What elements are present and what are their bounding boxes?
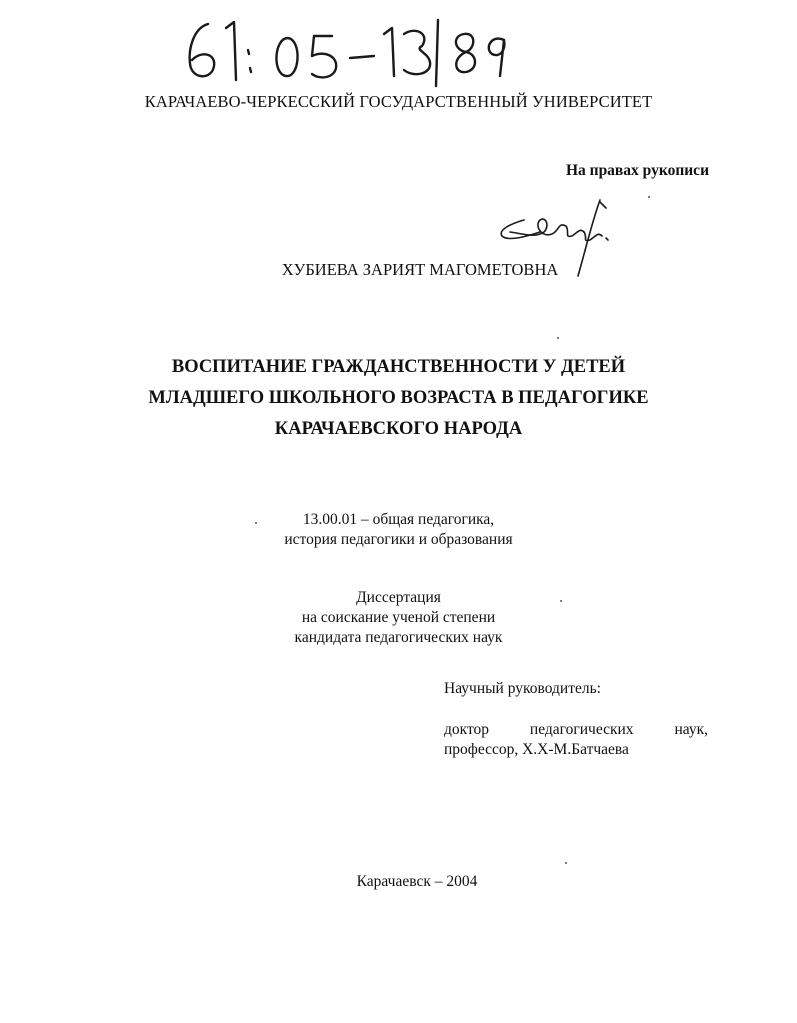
author-name: ХУБИЕВА ЗАРИЯТ МАГОМЕТОВНА <box>281 260 559 279</box>
title-line: КАРАЧАЕВСКОГО НАРОДА <box>274 419 523 439</box>
handwritten-catalog-code <box>178 14 518 90</box>
scan-speck <box>557 337 559 339</box>
title-line: МЛАДШЕГО ШКОЛЬНОГО ВОЗРАСТА В ПЕДАГОГИКЕ <box>148 388 649 408</box>
scan-speck <box>565 862 567 864</box>
advisor-label: Научный руководитель: <box>444 680 601 697</box>
scan-speck <box>255 522 257 524</box>
dissertation-line: кандидата педагогических наук <box>294 629 503 646</box>
specialty-line: история педагогики и образования <box>284 531 513 548</box>
university-name: КАРАЧАЕВО-ЧЕРКЕССКИЙ ГОСУДАРСТВЕННЫЙ УНИВЕРСИТЕТ <box>144 92 653 111</box>
advisor-degree: доктор педагогических наук, <box>444 721 708 738</box>
specialty-code <box>0 510 797 550</box>
scan-speck <box>560 600 562 602</box>
advisor-name: профессор, Х.Х-М.Батчаева <box>444 741 629 758</box>
dissertation-title <box>0 352 797 445</box>
scan-speck <box>648 196 650 198</box>
manuscript-rights-notice: На правах рукописи <box>565 162 709 179</box>
specialty-line: 13.00.01 – общая педагогика, <box>302 511 495 528</box>
dissertation-line: на соискание ученой степени <box>301 609 496 626</box>
advisor-details <box>444 720 708 760</box>
title-line: ВОСПИТАНИЕ ГРАЖДАНСТВЕННОСТИ У ДЕТЕЙ <box>171 357 626 377</box>
dissertation-degree-statement <box>0 588 797 648</box>
place-and-year: Карачаевск – 2004 <box>356 873 478 890</box>
dissertation-line: Диссертация <box>356 589 441 606</box>
